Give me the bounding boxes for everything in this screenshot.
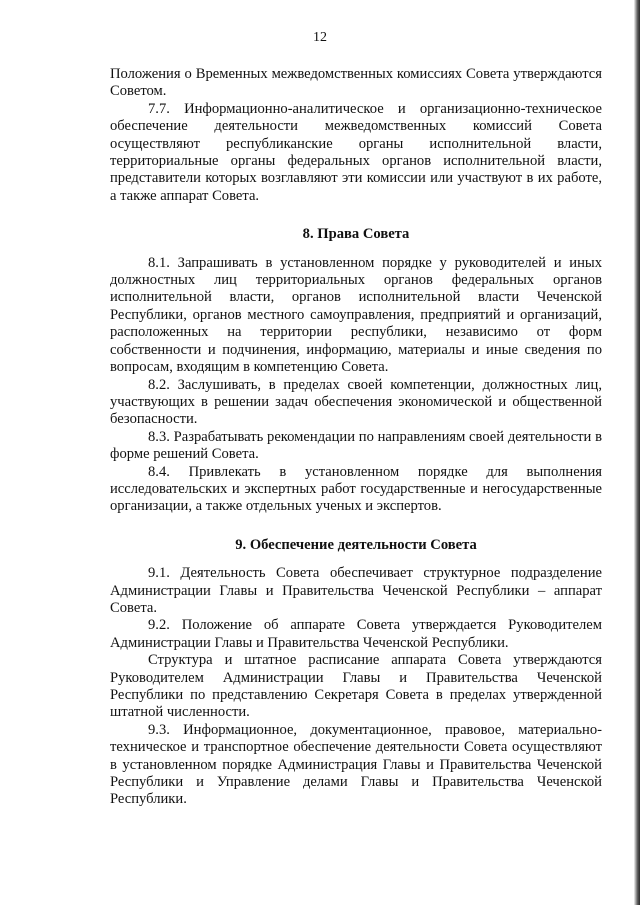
- section-heading: 8. Права Совета: [302, 226, 410, 243]
- page-edge-shadow: [634, 0, 640, 905]
- paragraph: 9.1. Деятельность Совета обеспечивает структурное подразделение Администрации Главы и Правительства Чеченской Республики – аппарат Совета.: [110, 565, 602, 616]
- section-heading: 9. Обеспечение деятельности Совета: [235, 536, 477, 553]
- paragraph: Положения о Временных межведомственных комиссиях Совета утверждаются Советом.: [110, 66, 602, 100]
- paragraph: 7.7. Информационно-аналитическое и организационно-техническое обеспечение деятельности межведомственных комиссий Совета осуществляют республиканские органы исполнительной власти, территориальные органы федеральных органов исполнительной власти, представители которых возглавляют эти комиссии или участвуют в их работе, а также аппарат Совета.: [110, 100, 602, 204]
- paragraph: 8.1. Запрашивать в установленном порядке у руководителей и иных должностных лиц территориальных органов федеральных органов исполнительной власти, органов исполнительной власти Чеченской Республики, органов местного самоуправления, предприятий и организаций, расположенных на территории республики, независимо от форм собственности и подчинения, информацию, материалы и иные сведения по вопросам, входящим в компетенцию Совета.: [110, 254, 602, 376]
- paragraph: 8.4. Привлекать в установленном порядке для выполнения исследовательских и экспертных работ государственные и негосударственные организации, а также отдельных ученых и экспертов.: [110, 463, 602, 515]
- document-body: [110, 66, 602, 809]
- paragraph: 8.2. Заслушивать, в пределах своей компетенции, должностных лиц, участвующих в решении задач обеспечения экономической и общественной безопасности.: [110, 376, 602, 428]
- paragraph: 9.2. Положение об аппарате Совета утверждается Руководителем Администрации Главы и Правительства Чеченской Республики.: [110, 617, 602, 651]
- paragraph: 9.3. Информационное, документационное, правовое, материально-техническое и транспортное обеспечение деятельности Совета осуществляют в установленном порядке Администрация Главы и Правительства Чеченской Республики и Управление делами Главы и Правительства Чеченской Республики.: [110, 721, 602, 808]
- paragraph: Структура и штатное расписание аппарата Совета утверждаются Руководителем Администрации Главы и Правительства Чеченской Республики по представлению Секретаря Совета в пределах утвержденной штатной численности.: [110, 652, 602, 721]
- paragraph: 8.3. Разрабатывать рекомендации по направлениям своей деятельности в форме решений Совета.: [110, 428, 602, 463]
- page-number: 12: [313, 30, 327, 45]
